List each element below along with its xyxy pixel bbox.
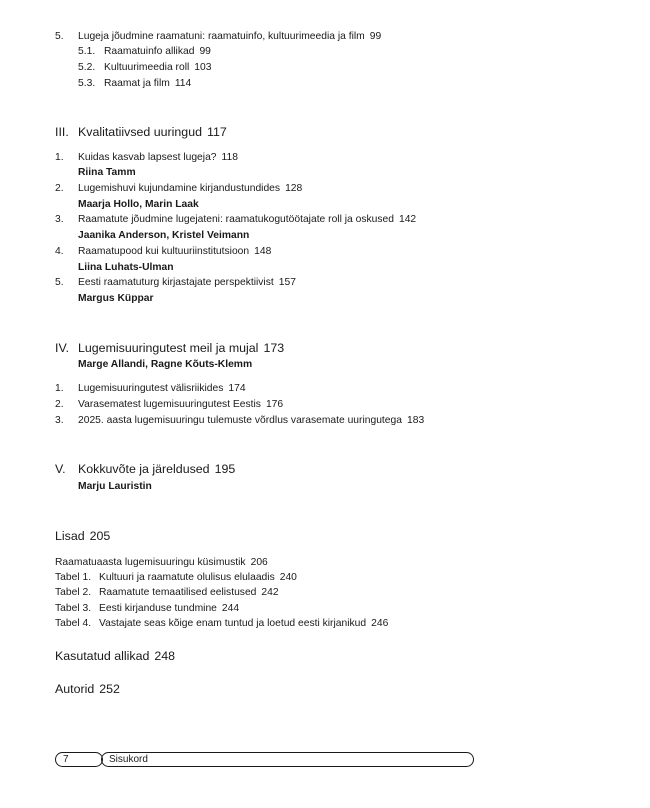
entry-page: 206 (250, 557, 268, 568)
appendix-entry (55, 586, 279, 599)
authors-page: 252 (99, 682, 120, 696)
entry-page: 99 (199, 46, 211, 57)
toc-subentry (78, 45, 211, 58)
entry-page: 242 (261, 587, 279, 598)
toc-subentry (78, 61, 211, 74)
toc-entry (55, 151, 238, 164)
entry-title: Vastajate seas kõige enam tuntud ja loetud eesti kirjanikud (99, 618, 367, 629)
appendix-page: 205 (89, 529, 111, 543)
appendix-entry (55, 617, 388, 630)
table-label: Tabel 4. (55, 618, 92, 629)
entry-title: Kultuuri ja raamatute olulisus elulaadis (99, 572, 275, 583)
appendix-heading (55, 529, 110, 544)
entry-title: Raamat ja film (104, 78, 170, 89)
entry-title: Kultuurimeedia roll (104, 62, 190, 73)
entry-number: 3. (55, 415, 64, 426)
appendix-entry (55, 602, 239, 615)
part-author: Marju Lauristin (78, 481, 152, 492)
entry-page: 148 (254, 246, 272, 257)
authors-heading (55, 682, 120, 697)
toc-entry (55, 182, 302, 195)
entry-number: 5. (55, 277, 64, 288)
entry-number: 3. (55, 214, 64, 225)
entry-title: Raamatute temaatilised eelistused (99, 587, 257, 598)
part-number: III. (55, 125, 69, 139)
entry-page: 99 (369, 31, 382, 42)
entry-number: 2. (55, 399, 64, 410)
table-label: Tabel 3. (55, 603, 92, 614)
sources-page: 248 (154, 649, 176, 663)
part-title: Lugemisuuringutest meil ja mujal (78, 341, 259, 355)
sources-title: Kasutatud allikad (55, 649, 150, 663)
entry-number: 4. (55, 246, 64, 257)
footer-section-label: Sisukord (101, 752, 474, 767)
entry-page: 128 (285, 183, 303, 194)
entry-page: 114 (174, 78, 192, 89)
toc-entry (55, 382, 246, 395)
entry-number: 5.3. (78, 78, 96, 89)
part-heading (55, 462, 235, 477)
entry-page: 157 (278, 277, 296, 288)
entry-author: Margus Küppar (78, 293, 154, 304)
entry-number: 5.2. (78, 62, 96, 73)
entry-page: 244 (221, 603, 240, 614)
entry-author: Liina Luhats-Ulman (78, 262, 174, 273)
entry-page: 246 (371, 618, 389, 629)
entry-title: 2025. aasta lugemisuuringu tulemuste võrdlus varasemate uuringutega (78, 415, 402, 426)
part-page: 173 (263, 341, 285, 355)
entry-page: 183 (406, 415, 425, 426)
entry-author: Riina Tamm (78, 167, 136, 178)
entry-page: 174 (228, 383, 246, 394)
entry-title: Raamatuaasta lugemisuuringu küsimustik (55, 557, 246, 568)
entry-title: Lugeja jõudmine raamatuni: raamatuinfo, kultuurimeedia ja film (78, 31, 365, 42)
entry-title: Raamatute jõudmine lugejateni: raamatukogutöötajate roll ja oskused (78, 214, 394, 225)
entry-number: 1. (55, 152, 64, 163)
entry-title: Raamatupood kui kultuuriinstitutsioon (78, 246, 250, 257)
footer-page-number: 7 (55, 752, 103, 767)
table-label: Tabel 1. (55, 572, 92, 583)
toc-subentry (78, 77, 191, 90)
part-heading (55, 341, 284, 356)
entry-author: Jaanika Anderson, Kristel Veimann (78, 230, 250, 241)
part-heading (55, 125, 227, 140)
toc-entry (55, 213, 416, 226)
appendix-entry (55, 556, 268, 569)
part-number: V. (55, 462, 66, 476)
sources-heading (55, 649, 175, 664)
entry-page: 176 (265, 399, 284, 410)
entry-number: 1. (55, 383, 64, 394)
entry-title: Eesti raamatuturg kirjastajate perspektiivist (78, 277, 274, 288)
part-title: Kvalitatiivsed uuringud (78, 125, 202, 139)
entry-page: 240 (279, 572, 297, 583)
entry-title: Eesti kirjanduse tundmine (99, 603, 217, 614)
entry-title: Lugemisuuringutest välisriikides (78, 383, 224, 394)
entry-title: Lugemishuvi kujundamine kirjandustundides (78, 183, 281, 194)
entry-title: Varasematest lugemisuuringutest Eestis (78, 399, 261, 410)
part-author: Marge Allandi, Ragne Kõuts-Klemm (78, 359, 253, 370)
toc-entry (55, 398, 283, 411)
part-page: 195 (214, 462, 236, 476)
part-title: Kokkuvõte ja järeldused (78, 462, 210, 476)
entry-author: Maarja Hollo, Marin Laak (78, 199, 199, 210)
toc-entry (55, 30, 381, 43)
entry-number: 2. (55, 183, 64, 194)
entry-number: 5. (55, 31, 64, 42)
entry-page: 142 (398, 214, 417, 225)
toc-entry (55, 276, 296, 289)
table-label: Tabel 2. (55, 587, 92, 598)
entry-title: Raamatuinfo allikad (104, 46, 195, 57)
appendix-entry (55, 571, 297, 584)
entry-title: Kuidas kasvab lapsest lugeja? (78, 152, 217, 163)
toc-entry (55, 245, 271, 258)
entry-number: 5.1. (78, 46, 96, 57)
entry-page: 118 (221, 152, 238, 163)
entry-page: 103 (194, 62, 212, 73)
part-page: 117 (206, 125, 227, 139)
part-number: IV. (55, 341, 70, 355)
appendix-title: Lisad (55, 529, 85, 543)
authors-title: Autorid (55, 682, 95, 696)
toc-entry (55, 414, 424, 427)
